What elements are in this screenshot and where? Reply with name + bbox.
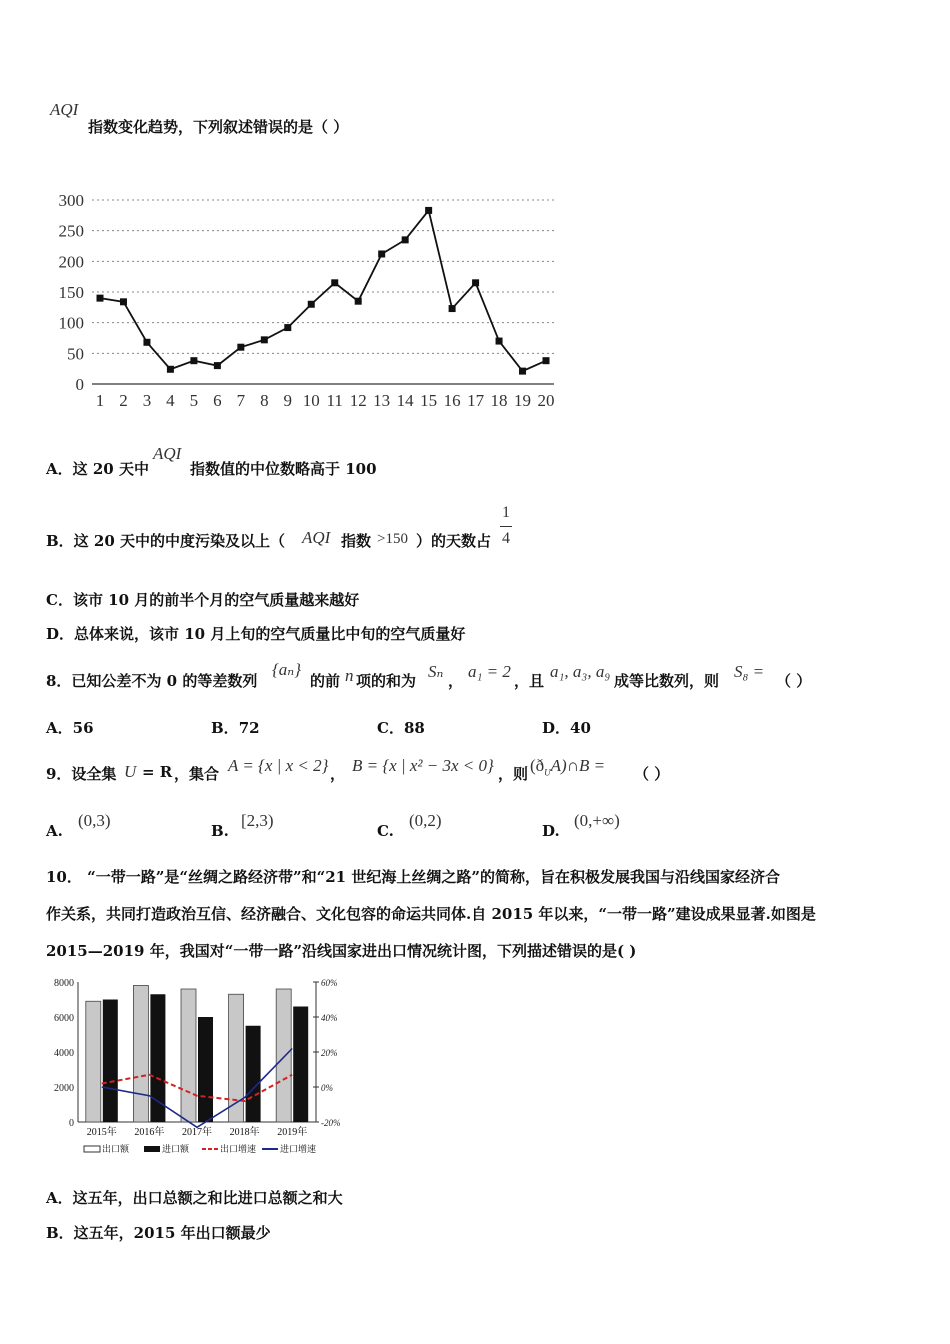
q7-option-a-prefix: A．这 20 天中 <box>46 460 149 478</box>
intro-aqi: AQI <box>50 100 79 119</box>
aqi-x-tick-label: 1 <box>95 391 105 410</box>
aqi-data-point <box>519 368 526 375</box>
q8-option-c-label: C． <box>377 719 404 737</box>
aqi-y-tick-label: 150 <box>58 283 84 302</box>
aqi-x-tick-label: 20 <box>537 391 555 410</box>
q9-option-d-label: D. <box>542 822 560 840</box>
trade-legend-swatch <box>144 1146 160 1152</box>
q8-comma1: ， <box>448 672 464 690</box>
trade-import-growth-line <box>102 1049 292 1128</box>
q10-line-3: 2015—2019 年，我国对“一带一路”沿线国家进出口情况统计图，下列描述错误的是( ) <box>46 942 637 960</box>
aqi-x-tick-label: 3 <box>142 391 152 410</box>
q8-seq: {aₙ} <box>272 660 301 679</box>
trade-export-bar <box>181 989 196 1122</box>
intro-text: 指数变化趋势，下列叙述错误的是（ ） <box>88 118 349 136</box>
q8-mid4: 成等比数列，则 <box>614 672 720 690</box>
q9-option-c-value: (0,2) <box>409 811 442 830</box>
trade-combo-chart <box>40 970 360 1165</box>
aqi-x-tick-label: 16 <box>443 391 461 410</box>
q9-u: U <box>124 762 137 781</box>
aqi-data-point <box>120 298 127 305</box>
q7-option-b-aqi: AQI <box>302 528 331 547</box>
q7-option-b-prefix: B．这 20 天中的中度污染及以上（ <box>46 532 285 550</box>
aqi-x-tick-label: 9 <box>283 391 293 410</box>
trade-import-bar <box>150 994 165 1122</box>
q10-line-1: 10． “一带一路”是“丝绸之路经济带”和“21 世纪海上丝绸之路”的简称，旨在积极发展我国与沿线国家经济合 <box>46 868 780 886</box>
q8-option-d-value: 40 <box>570 719 591 737</box>
aqi-data-point <box>237 344 244 351</box>
q8-option-d-label: D． <box>542 719 571 737</box>
q9-option-a-label: A. <box>46 822 63 840</box>
q7-option-c: C．该市 10 月的前半个月的空气质量越来越好 <box>46 591 360 609</box>
aqi-x-tick-label: 6 <box>213 391 222 410</box>
aqi-x-tick-label: 2 <box>119 391 128 410</box>
trade-right-tick-label: 0% <box>321 1083 333 1093</box>
trade-import-bar <box>246 1026 261 1122</box>
aqi-data-point <box>378 250 385 257</box>
q7-option-d: D．总体来说，该市 10 月上旬的空气质量比中旬的空气质量好 <box>46 625 466 643</box>
q9-option-b-value: [2,3) <box>241 811 274 830</box>
aqi-y-tick-label: 50 <box>67 344 84 364</box>
q10-line-2: 作关系，共同打造政治互信、经济融合、文化包容的命运共同体.自 2015 年以来，“一带一路”建设成果显著.如图是 <box>46 905 816 923</box>
trade-legend-label: 出口增速 <box>220 1144 257 1154</box>
q8-option-b-label: B． <box>211 719 239 737</box>
q9-set-a: A = {x | x < 2} <box>228 756 329 775</box>
q8-prefix: 8．已知公差不为 0 的等差数列 <box>46 672 258 690</box>
q7-option-b-frac-num: 1 <box>502 504 510 521</box>
aqi-data-point <box>355 298 362 305</box>
q9-option-c-label: C. <box>377 822 394 840</box>
aqi-y-tick-label: 100 <box>58 313 84 333</box>
trade-legend-label: 进口额 <box>162 1144 190 1154</box>
q9-prefix: 9．设全集 <box>46 765 117 783</box>
q8-a1: a₁ = 2 <box>468 662 511 681</box>
trade-x-tick-label: 2017年 <box>182 1127 212 1138</box>
aqi-x-tick-label: 15 <box>420 391 438 410</box>
trade-right-tick-label: -20% <box>321 1118 341 1128</box>
trade-export-bar <box>86 1001 101 1122</box>
trade-left-tick-label: 4000 <box>54 1048 74 1059</box>
aqi-x-tick-label: 19 <box>514 391 532 410</box>
q8-option-d <box>542 717 591 738</box>
q8-s8: S₈ = <box>734 662 765 681</box>
q10-option-b: B．这五年，2015 年出口额最少 <box>46 1224 271 1242</box>
aqi-x-tick-label: 14 <box>396 391 414 410</box>
aqi-x-tick-label: 7 <box>236 391 246 410</box>
trade-import-bar <box>198 1017 213 1122</box>
trade-left-tick-label: 0 <box>69 1118 74 1129</box>
q7-option-a-suffix: 指数值的中位数略高于 100 <box>190 460 377 478</box>
trade-legend-swatch <box>84 1146 100 1152</box>
aqi-x-tick-label: 13 <box>373 391 391 410</box>
aqi-data-point <box>402 236 409 243</box>
q7-option-b-mid: 指数 <box>341 532 372 550</box>
q9-suffix: （ ） <box>634 765 670 783</box>
trade-x-tick-label: 2019年 <box>277 1127 308 1138</box>
q9-expr-rest: A)∩B = <box>550 756 606 775</box>
trade-right-tick-label: 40% <box>321 1013 338 1023</box>
q9-option-a-value: (0,3) <box>78 811 111 830</box>
q8-option-b <box>211 717 260 738</box>
aqi-x-tick-label: 17 <box>467 391 485 410</box>
q9-comma: ， <box>330 765 346 783</box>
q9-mid1: ，集合 <box>174 765 220 783</box>
aqi-series-line <box>100 210 546 371</box>
aqi-data-point <box>214 362 221 369</box>
q9-option-b-label: B. <box>211 822 229 840</box>
trade-right-tick-label: 60% <box>321 978 338 988</box>
trade-x-tick-label: 2016年 <box>134 1127 165 1138</box>
trade-left-tick-label: 8000 <box>54 978 74 989</box>
aqi-data-point <box>472 279 479 286</box>
trade-export-bar <box>133 986 148 1123</box>
aqi-x-tick-label: 4 <box>166 391 175 410</box>
trade-import-bar <box>293 1007 308 1123</box>
q8-mid3: ，且 <box>514 672 545 690</box>
trade-x-tick-label: 2018年 <box>229 1127 260 1138</box>
q7-option-b-cond: >150 <box>377 531 408 547</box>
q8-option-a-value: 56 <box>72 719 94 737</box>
aqi-line-chart <box>46 190 566 420</box>
q7-option-b-suffix: ）的天数占 <box>416 532 492 550</box>
aqi-data-point <box>449 305 456 312</box>
q9-set-b: B = {x | x² − 3x < 0} <box>352 756 494 775</box>
aqi-x-tick-label: 11 <box>326 391 343 410</box>
q8-option-a-label: A． <box>46 719 73 737</box>
trade-legend-label: 出口额 <box>102 1144 130 1154</box>
aqi-data-point <box>167 366 174 373</box>
q7-option-a <box>46 458 149 479</box>
aqi-x-tick-label: 10 <box>302 391 320 410</box>
aqi-data-point <box>331 279 338 286</box>
aqi-x-tick-label: 18 <box>490 391 508 410</box>
aqi-x-tick-label: 5 <box>189 391 199 410</box>
q8-option-a <box>46 717 94 738</box>
aqi-data-point <box>543 357 550 364</box>
trade-left-tick-label: 2000 <box>54 1083 74 1094</box>
q10-option-a: A．这五年，出口总额之和比进口总额之和大 <box>46 1189 343 1207</box>
aqi-data-point <box>284 324 291 331</box>
aqi-data-point <box>496 338 503 345</box>
trade-legend-label: 进口增速 <box>280 1144 317 1154</box>
aqi-data-point <box>308 301 315 308</box>
aqi-data-point <box>190 357 197 364</box>
q9-expr <box>530 756 605 777</box>
q8-option-c-value: 88 <box>403 719 425 737</box>
q8-mid1: 的前 <box>310 672 341 690</box>
trade-export-bar <box>276 989 291 1122</box>
aqi-y-tick-label: 300 <box>58 191 84 210</box>
q8-suffix: （ ） <box>776 672 812 690</box>
q8-mid2: 项的和为 <box>356 672 417 690</box>
q8-option-b-value: 72 <box>238 719 260 737</box>
q8-n: n <box>345 666 354 685</box>
q9-mid2: ，则 <box>498 765 529 783</box>
q9-expr-sub: U <box>544 767 551 778</box>
trade-right-tick-label: 20% <box>321 1048 338 1058</box>
trade-import-bar <box>103 1000 118 1123</box>
q7-option-a-aqi: AQI <box>153 444 182 463</box>
q7-option-b-frac-bar <box>500 526 512 527</box>
q8-terms: a₁, a₃, a₉ <box>550 662 611 681</box>
aqi-data-point <box>261 336 268 343</box>
q10-stem <box>46 859 906 970</box>
aqi-x-tick-label: 12 <box>349 391 367 410</box>
aqi-y-tick-label: 250 <box>58 221 84 241</box>
aqi-y-tick-label: 200 <box>58 252 84 272</box>
q8-sn: Sₙ <box>428 662 444 681</box>
q7-option-b-frac-den: 4 <box>502 530 510 547</box>
aqi-x-tick-label: 8 <box>260 391 269 410</box>
trade-left-tick-label: 6000 <box>54 1013 74 1024</box>
q9-option-d-value: (0,+∞) <box>574 811 620 830</box>
q9-expr-complement: (ð <box>530 756 545 775</box>
q8-option-c <box>377 717 425 738</box>
aqi-y-tick-label: 0 <box>75 375 84 394</box>
q9-ueq: = R <box>142 763 173 781</box>
aqi-data-point <box>143 339 150 346</box>
aqi-data-point <box>97 295 104 302</box>
trade-x-tick-label: 2015年 <box>86 1127 117 1138</box>
aqi-data-point <box>425 207 432 214</box>
